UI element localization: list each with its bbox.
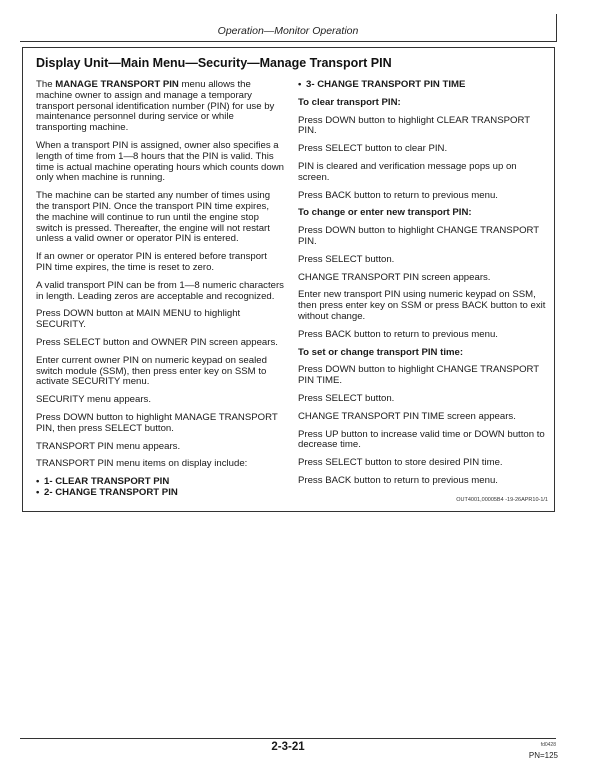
footer-pn: PN=125 (528, 751, 558, 760)
step-change-screen: CHANGE TRANSPORT PIN screen appears. (298, 271, 491, 283)
step-back-2: Press BACK button to return to previous menu. (298, 328, 498, 340)
paragraph-reset: If an owner or operator PIN is entered before transport PIN time expires, the time is reset to zero. (36, 251, 267, 273)
header-vertical-rule (556, 14, 557, 42)
bullet-icon: • (298, 79, 302, 90)
step-select-clear: Press SELECT button to clear PIN. (298, 143, 448, 155)
right-column (298, 80, 548, 494)
step-security-menu: SECURITY menu appears. (36, 394, 151, 406)
footer-rule (20, 738, 556, 739)
step-highlight-clear: Press DOWN button to highlight CLEAR TRANSPORT PIN. (298, 114, 530, 137)
intro-rest: menu allows the machine owner to assign and manage a temporary transport personal identification number (PIN) for use by maintenance personnel during service or while transporting machine. (36, 79, 275, 134)
step-highlight-security: Press DOWN button at MAIN MENU to highlight SECURITY. (36, 308, 241, 331)
step-enter-new-pin: Enter new transport PIN using numeric keypad on SSM, then press enter key on SSM or press BACK button to exit without change. (298, 289, 546, 322)
list-item-label: 1- CLEAR TRANSPORT PIN (44, 476, 170, 488)
subheading-clear-pin: To clear transport PIN: (298, 96, 401, 108)
step-select-change: Press SELECT button. (298, 253, 395, 265)
intro-paragraph (36, 80, 284, 134)
step-transport-menu: TRANSPORT PIN menu appears. (36, 440, 181, 452)
subheading-change-pin: To change or enter new transport PIN: (298, 207, 472, 219)
step-highlight-change: Press DOWN button to highlight CHANGE TRANSPORT PIN. (298, 225, 539, 247)
bullet-icon: • (36, 486, 40, 498)
header-rule (20, 41, 556, 42)
paragraph-start-count: The machine can be started any number of times using the transport PIN. Once the transport PIN time expires, the machine will continue to run until the engine stop switch is pressed. Thereafter, the engine will not restart unless a valid owner or operator PIN is entered. (36, 190, 271, 245)
list-item (298, 80, 548, 91)
page-number: 2-3-21 (271, 741, 305, 753)
step-highlight-time: Press DOWN button to highlight CHANGE TRANSPORT PIN TIME. (298, 364, 539, 387)
list-item-label: 3- CHANGE TRANSPORT PIN TIME (306, 79, 466, 90)
subheading-pin-time: To set or change transport PIN time: (298, 346, 464, 358)
step-time-screen: CHANGE TRANSPORT PIN TIME screen appears. (298, 410, 516, 422)
bullet-icon: • (36, 476, 40, 488)
step-owner-pin: Press SELECT button and OWNER PIN screen appears. (36, 336, 278, 348)
step-select-time: Press SELECT button. (298, 392, 395, 404)
menu-items-intro: TRANSPORT PIN menu items on display include: (36, 458, 248, 470)
left-column (36, 80, 284, 506)
list-item (36, 488, 284, 499)
intro-menu-name: MANAGE TRANSPORT PIN (55, 79, 179, 90)
step-cleared-message: PIN is cleared and verification message pops up on screen. (298, 160, 517, 183)
paragraph-pin-length: A valid transport PIN can be from 1—8 numeric characters in length. Leading zeros are acceptable and recognized. (36, 279, 284, 302)
step-enter-owner-pin: Enter current owner PIN on numeric keypad on sealed switch module (SSM), then press enter key on SSM to activate SECURITY menu. (36, 354, 267, 388)
step-store-time: Press SELECT button to store desired PIN time. (298, 457, 503, 469)
step-back-1: Press BACK button to return to previous menu. (298, 189, 498, 201)
step-back-3: Press BACK button to return to previous menu. (298, 474, 498, 486)
intro-prefix: The (36, 79, 56, 90)
menu-items-list (36, 477, 284, 499)
step-highlight-manage: Press DOWN button to highlight MANAGE TRANSPORT PIN, then press SELECT button. (36, 411, 278, 434)
step-adjust-time: Press UP button to increase valid time or DOWN button to decrease time. (298, 428, 545, 451)
list-item-label: 2- CHANGE TRANSPORT PIN (44, 486, 178, 498)
footer-code: fd0428 (540, 742, 556, 748)
paragraph-time-length: When a transport PIN is assigned, owner also specifies a length of time from 1—8 hours that the PIN is valid. This time is actual machine operating hours which counts down only when machine is running. (36, 139, 284, 184)
section-title: Display Unit—Main Menu—Security—Manage Transport PIN (36, 56, 392, 70)
document-reference: OUT4001,00005B4 -19-26APR10-1/1 (456, 497, 548, 503)
running-header: Operation—Monitor Operation (217, 25, 359, 37)
